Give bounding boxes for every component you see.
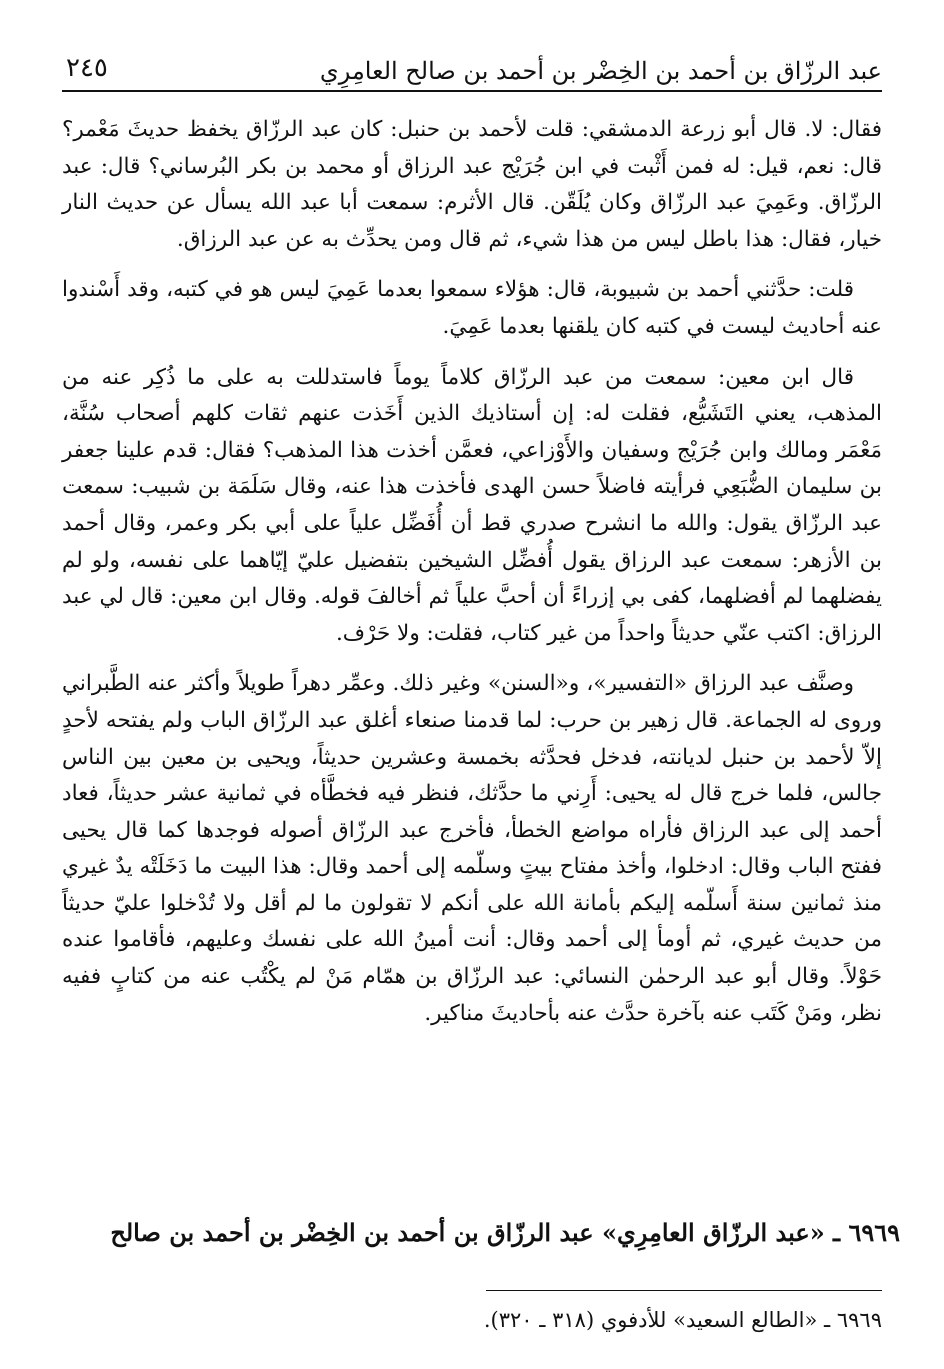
entry-heading: ٦٩٦٩ ـ «عبد الرزّاق العامِرِي» عبد الرزّاق بن أحمد بن الخِضْر بن أحمد بن صالح: [110, 1218, 900, 1247]
main-text: [62, 112, 882, 1046]
running-title: عبد الرزّاق بن أحمد بن الخِضْر بن أحمد بن صالح العامِرِي: [319, 57, 882, 85]
page-header: [62, 40, 882, 92]
paragraph-4: وصنَّف عبد الرزاق «التفسير»، و«السنن» وغير ذلك. وعمِّر دهراً طويلاً وأكثر عنه الطَّبراني وروى له الجماعة. قال زهير بن حرب: لما قدمنا صنعاء أغلق عبد الرزّاق الباب ولم يفتحه لأحدٍ إلاّ لأحمد بن حنبل لديانته، فدخل فحدَّثه بخمسة وعشرين حديثاً، ويحيى بن معين بين الناس جالس، فلما خرج قال له يحيى: أَرِني ما حدَّثك، فنظر فيه فخطَّأه في ثمانية عشر حديثاً، فعاد أحمد إلى عبد الرزاق فأراه مواضع الخطأ، فأخرج عبد الرزّاق أصوله فوجدها كما قال يحيى ففتح الباب وقال: ادخلوا، وأخذ مفتاح بيتٍ وسلّمه إلى أحمد وقال: هذا البيت ما دَخَلَتْه يدٌ غيري منذ ثمانين سنة أَسلّمه إليكم بأمانة الله على أنكم لا تقولون ما لم أقل ولا تُدْخلوا عليّ حديثاً من حديث غيري، ثم أومأ إلى أحمد وقال: أنت أمينُ الله على نفسك وعليهم، فأقاموا عنده حَوْلاً. وقال أبو عبد الرحمٰن النسائي: عبد الرزّاق بن همّام مَنْ لم يكْتُب عنه من كتابٍ ففيه نظر، ومَنْ كَتَب عنه بآخرة حدَّث عنه بأحاديثَ مناكير.: [62, 671, 882, 1026]
paragraph-3: قال ابن معين: سمعت من عبد الرزّاق كلاماً يوماً فاستدللت به على ما ذُكِر عنه من المذهب، يعني التَشَيُّع، فقلت له: إن أستاذيك الذين أَخَذت عنهم ثقات كلهم أصحاب سُنَّة، مَعْمَر ومالك وابن جُرَيْج وسفيان والأَوْزاعي، فعمَّن أخذت هذا المذهب؟ فقال: قدم علينا جعفر بن سليمان الضُّبَعِي فرأيته فاضلاً حسن الهدى فأخذت هذا عنه، وقال سَلَمَة بن شبيب: سمعت عبد الرزّاق يقول: والله ما انشرح صدري قط أن أُفَضِّل علياً على أبي بكر وعمر، وقال أحمد بن الأزهر: سمعت عبد الرزاق يقول أُفضِّل الشيخين بتفضيل عليّ إيّاهما على نفسه، ولو لم يفضلهما لم أفضلهما، كفى بي إزراءً أن أحبَّ علياً ثم أخالفَ قوله. وقال ابن معين: قال لي عبد الرزاق: اكتب عنّي حديثاً واحداً من غير كتاب، فقلت: ولا حَرْف.: [62, 364, 882, 646]
footnote-divider: [486, 1290, 882, 1291]
page-number: ٢٤٥: [66, 53, 108, 83]
paragraph-2: قلت: حدَّثني أحمد بن شبيوبة، قال: هؤلاء سمعوا بعدما عَمِيَ ليس هو في كتبه، وقد أَسْندوا عنه أحاديث ليست في كتبه كان يلقنها بعدما عَمِيَ.: [62, 277, 882, 339]
footnote: ٦٩٦٩ ـ «الطالع السعيد» للأدفوي (٣١٨ ـ ٣٢٠).: [483, 1308, 882, 1332]
paragraph-1: فقال: لا. قال أبو زرعة الدمشقي: قلت لأحمد بن حنبل: كان عبد الرزّاق يخفظ حديثَ مَعْمر؟ قال: نعم، قيل: له فمن أَثْبت في ابن جُرَيْج عبد الرزاق أو محمد بن بكر البُرساني؟ قال: عبد الرزّاق. وعَمِيَ عبد الرزّاق وكان يُلَقّن. قال الأثرم: سمعت أبا عبد الله يسأل عن حديث النار خيار، فقال: هذا باطل ليس من هذا شيء، ثم قال ومن يحدِّث به عن عبد الرزاق.: [62, 117, 882, 252]
